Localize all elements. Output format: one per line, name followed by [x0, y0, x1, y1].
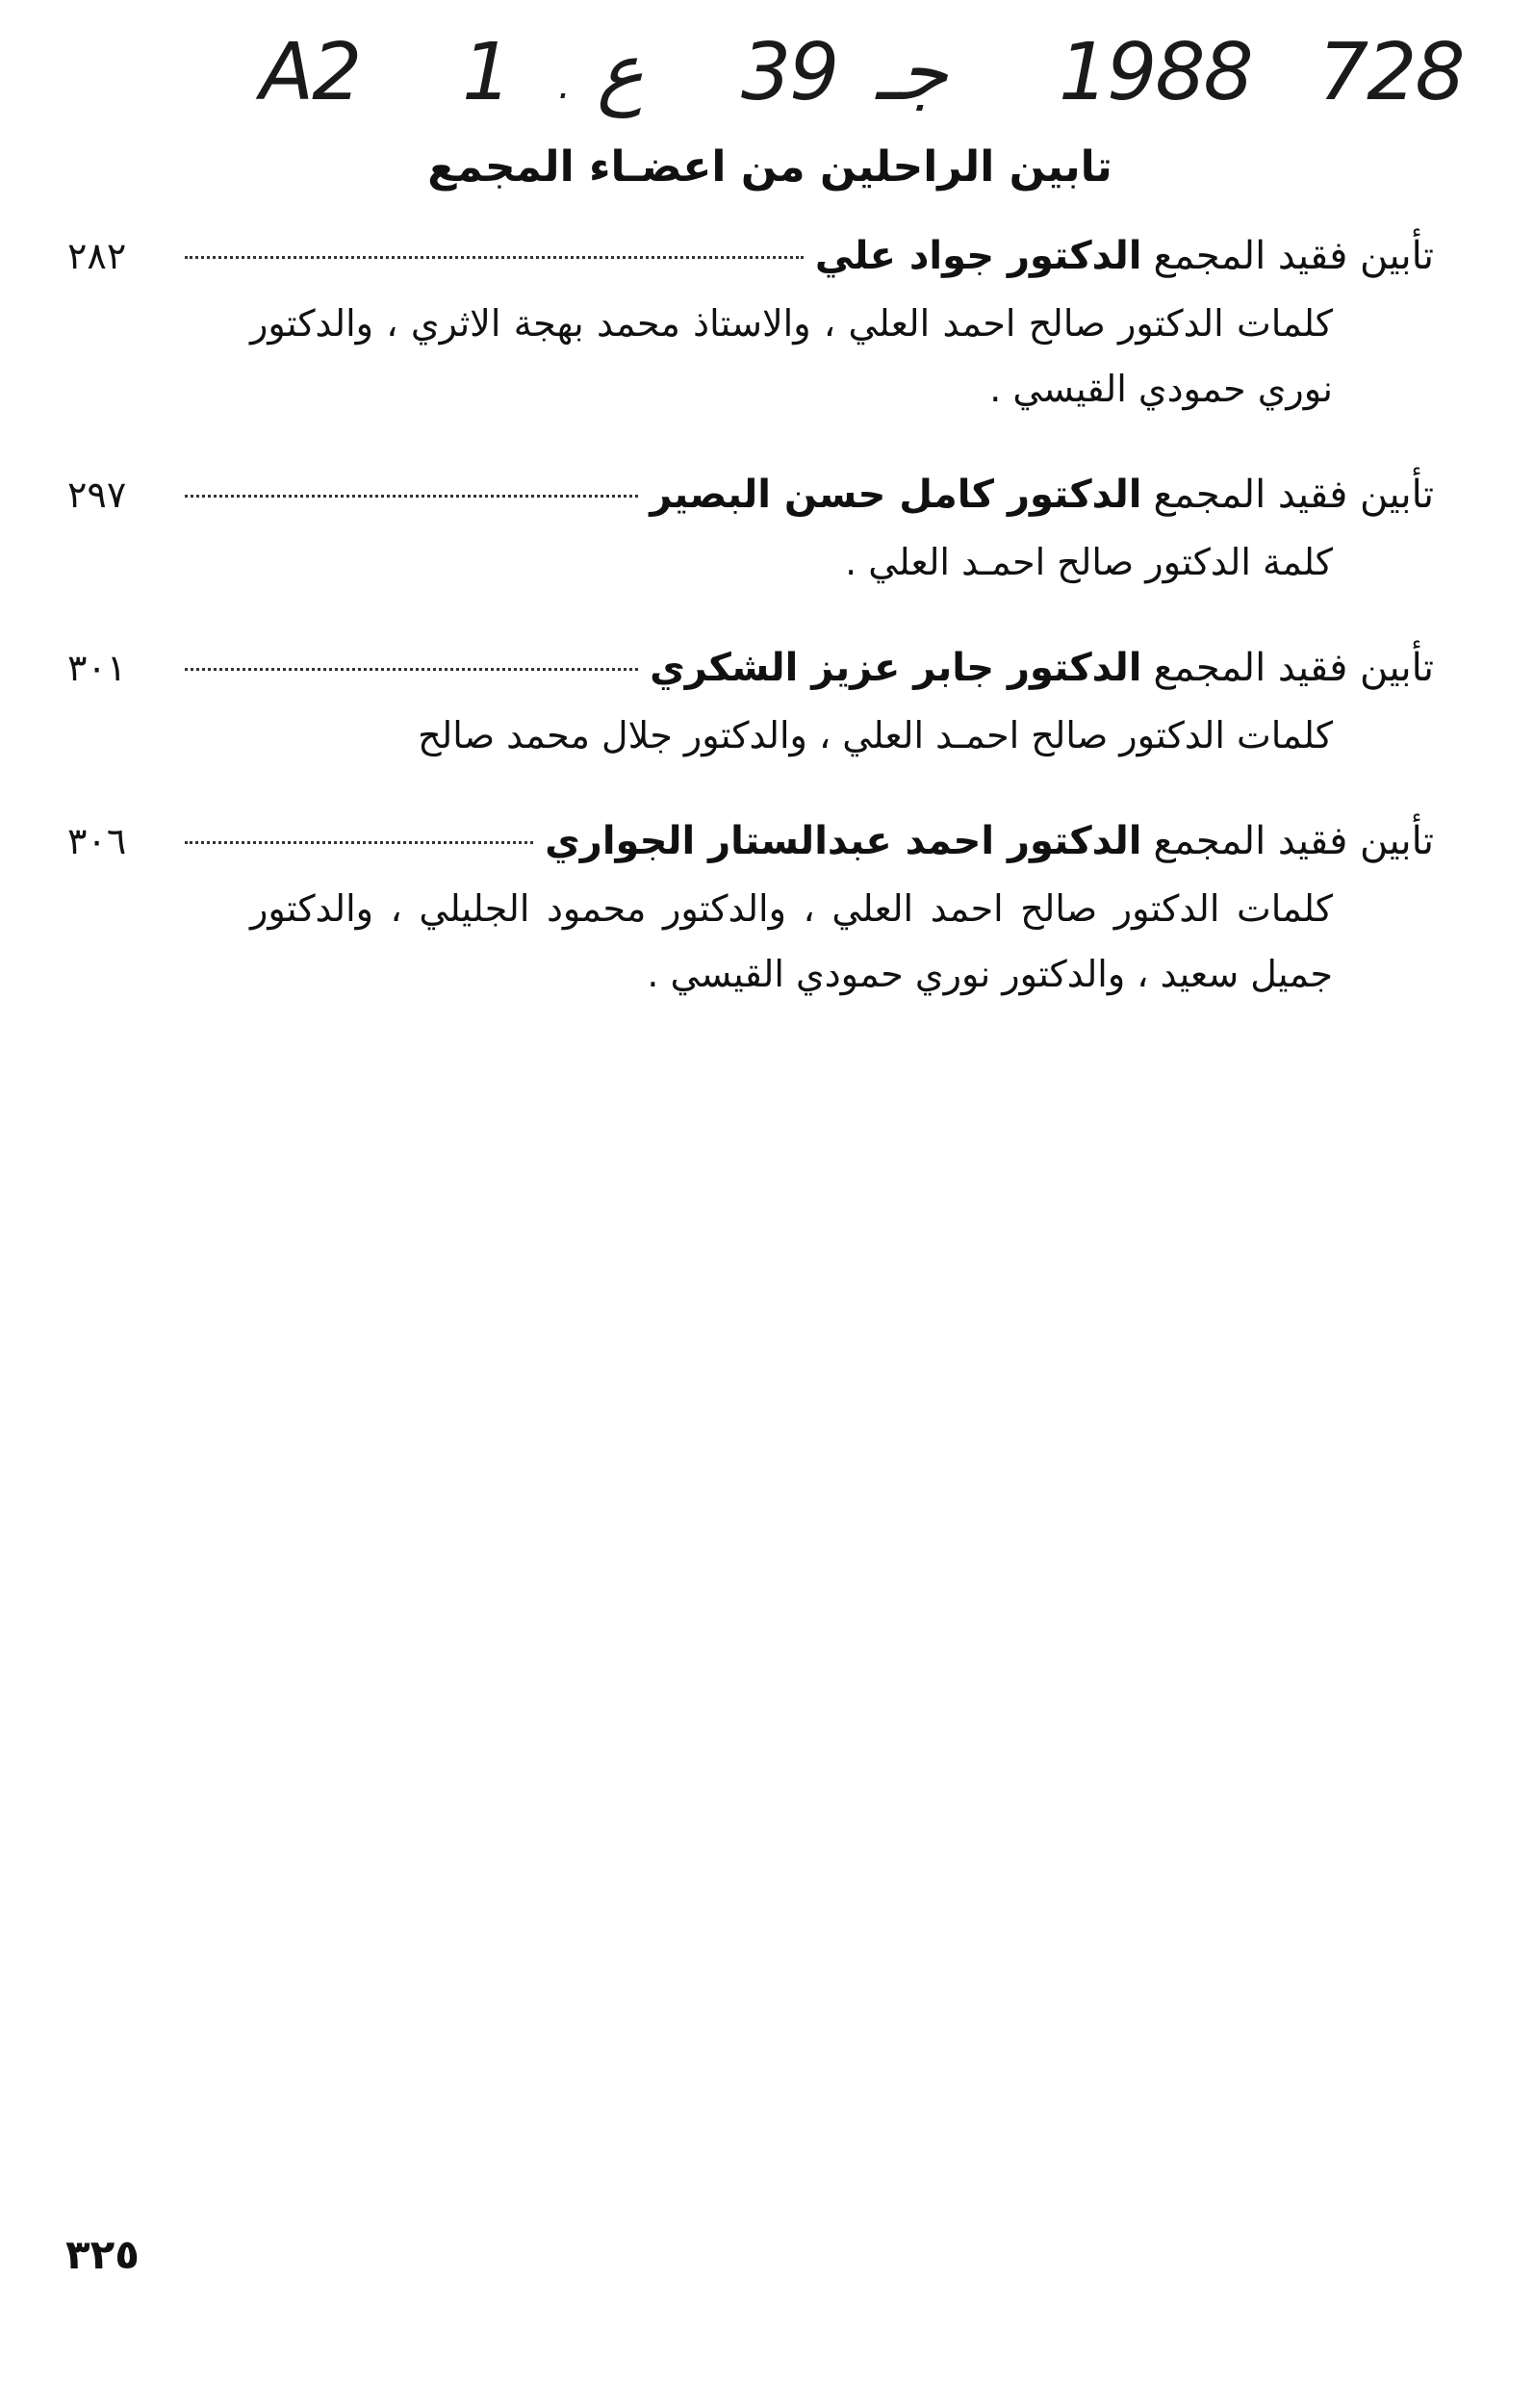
entry-lead: تأبين فقيد المجمع — [1153, 819, 1434, 863]
handwritten-number: 1 — [462, 27, 511, 118]
entry-speakers: كلمات الدكتور صالح احمـد العلي ، والدكتور جلال محمد صالح — [418, 714, 1333, 756]
handwritten-year: 1988 — [1059, 27, 1252, 118]
toc-entry — [67, 221, 1434, 422]
entry-lead: تأبين فقيد المجمع — [1153, 234, 1434, 278]
entry-page-number: ٢٩٧ — [67, 474, 127, 516]
entry-lead: تأبين فقيد المجمع — [1153, 473, 1434, 517]
toc-entry — [67, 633, 1434, 768]
handwritten-series: A2 — [260, 27, 361, 118]
entry-speakers: كلمة الدكتور صالح احمـد العلي . — [845, 541, 1333, 583]
entry-name: الدكتور احمد عبدالستار الجواري — [545, 819, 1142, 863]
entry-speakers: كلمات الدكتور صالح احمد العلي ، والاستاذ محمد بهجة الاثري ، والدكتور نوري حمودي القيسي . — [250, 302, 1333, 410]
footer-page-number: ٣٢٥ — [65, 2231, 140, 2278]
dot-leader — [185, 668, 638, 671]
toc-entry-heading — [67, 633, 1434, 703]
entry-page-number: ٣٠١ — [67, 647, 127, 689]
handwritten-part: جـ — [876, 27, 948, 118]
handwritten-volume: 39 — [741, 27, 838, 118]
toc-list — [67, 221, 1434, 1045]
handwritten-annotation — [241, 27, 1492, 142]
entry-page-number: ٣٠٦ — [67, 820, 127, 862]
entry-name: الدكتور كامل حسن البصير — [650, 473, 1142, 517]
toc-entry-heading — [67, 221, 1434, 291]
toc-entry-heading — [67, 460, 1434, 529]
entry-page-number: ٢٨٢ — [67, 235, 127, 277]
toc-entry-heading — [67, 807, 1434, 876]
toc-entry — [67, 460, 1434, 595]
entry-speakers: كلمات الدكتور صالح احمد العلي ، والدكتور محمود الجليلي ، والدكتور جميل سعيد ، والدكتور نوري حمودي القيسي . — [250, 887, 1333, 995]
dot-leader — [185, 495, 638, 498]
entry-name: الدكتور جواد علي — [814, 234, 1142, 278]
handwritten-item: 728 — [1318, 27, 1464, 118]
page-title: تابين الراحلين من اعضـاء المجمع — [427, 142, 1112, 192]
entry-lead: تأبين فقيد المجمع — [1153, 646, 1434, 690]
toc-entry — [67, 807, 1434, 1007]
entry-name: الدكتور جابر عزيز الشكري — [650, 646, 1142, 690]
handwritten-dot: . — [558, 64, 569, 108]
dot-leader — [185, 256, 804, 259]
handwritten-letter: ع — [597, 27, 644, 118]
dot-leader — [185, 841, 533, 844]
